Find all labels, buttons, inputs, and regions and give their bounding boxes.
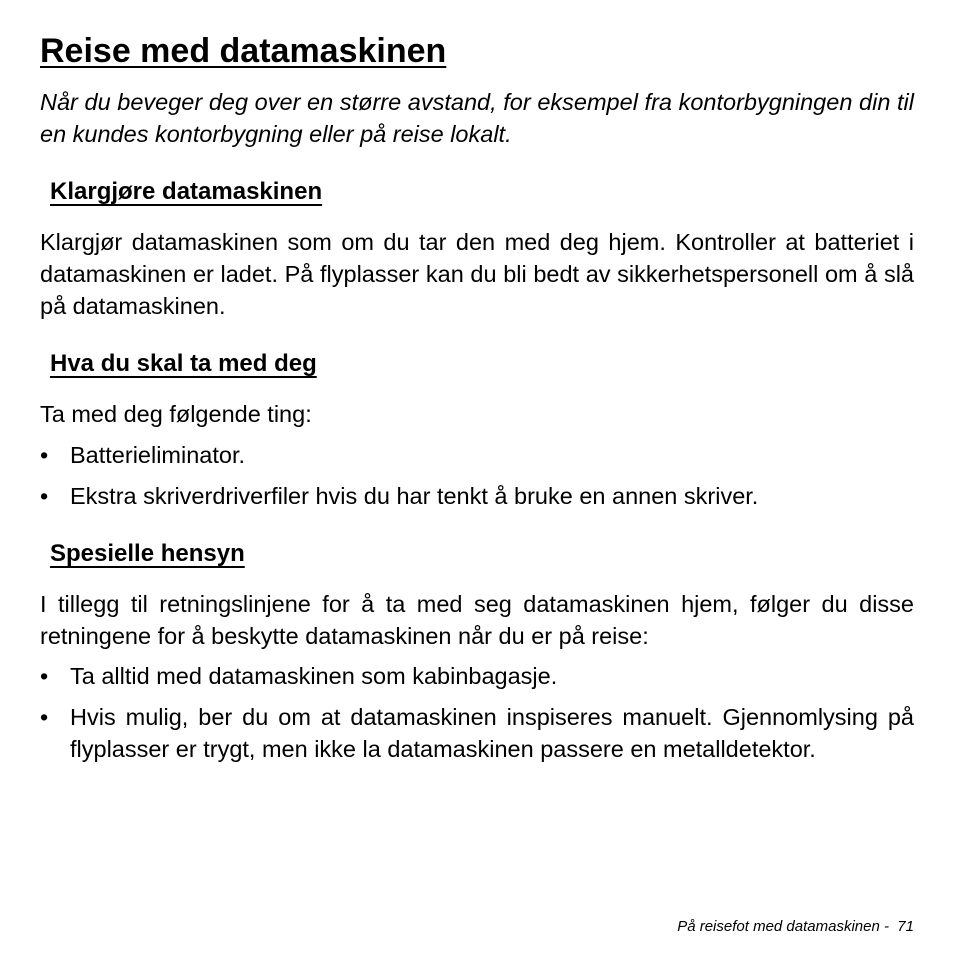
bullet-icon: •: [40, 442, 49, 468]
intro-paragraph: Når du beveger deg over en større avstand, for eksempel fra kontorbygningen din til en kundes kontorbygning eller på reise lokalt.: [40, 89, 914, 147]
section-heading-prepare: Klargjøre datamaskinen: [50, 178, 323, 205]
section-paragraph-what-to-bring: Ta med deg følgende ting:: [40, 401, 312, 427]
list-item-text: Ta alltid med datamaskinen som kabinbagasje.: [70, 663, 558, 689]
list-item: [40, 660, 914, 692]
list-item: [40, 480, 914, 512]
list-item: [40, 439, 914, 471]
bullet-list-what-to-bring: [40, 439, 914, 521]
page-footer: På reisefot med datamaskinen - 71: [677, 918, 914, 935]
list-item-text: Hvis mulig, ber du om at datamaskinen inspiseres manuelt. Gjennomlysing på flyplasser er trygt, men ikke la datamaskinen passere en metalldetektor.: [70, 704, 914, 762]
section-heading-special-considerations: Spesielle hensyn: [50, 540, 245, 567]
section-heading-what-to-bring: Hva du skal ta med deg: [50, 350, 317, 377]
bullet-icon: •: [40, 704, 49, 730]
section-paragraph-prepare: Klargjør datamaskinen som om du tar den med deg hjem. Kontroller at batteriet i datamaskinen er ladet. På flyplasser kan du bli bedt av sikkerhetspersonell om å slå på datamaskinen.: [40, 229, 914, 319]
section-paragraph-special-considerations: I tillegg til retningslinjene for å ta med seg datamaskinen hjem, følger du disse retningene for å beskytte datamaskinen når du er på reise:: [40, 591, 914, 649]
bullet-icon: •: [40, 483, 49, 509]
page-title: Reise med datamaskinen: [40, 32, 447, 70]
bullet-icon: •: [40, 663, 49, 689]
bullet-list-special-considerations: [40, 660, 914, 774]
list-item-text: Ekstra skriverdriverfiler hvis du har tenkt å bruke en annen skriver.: [70, 483, 759, 509]
list-item: [40, 701, 914, 765]
list-item-text: Batterieliminator.: [70, 442, 246, 468]
